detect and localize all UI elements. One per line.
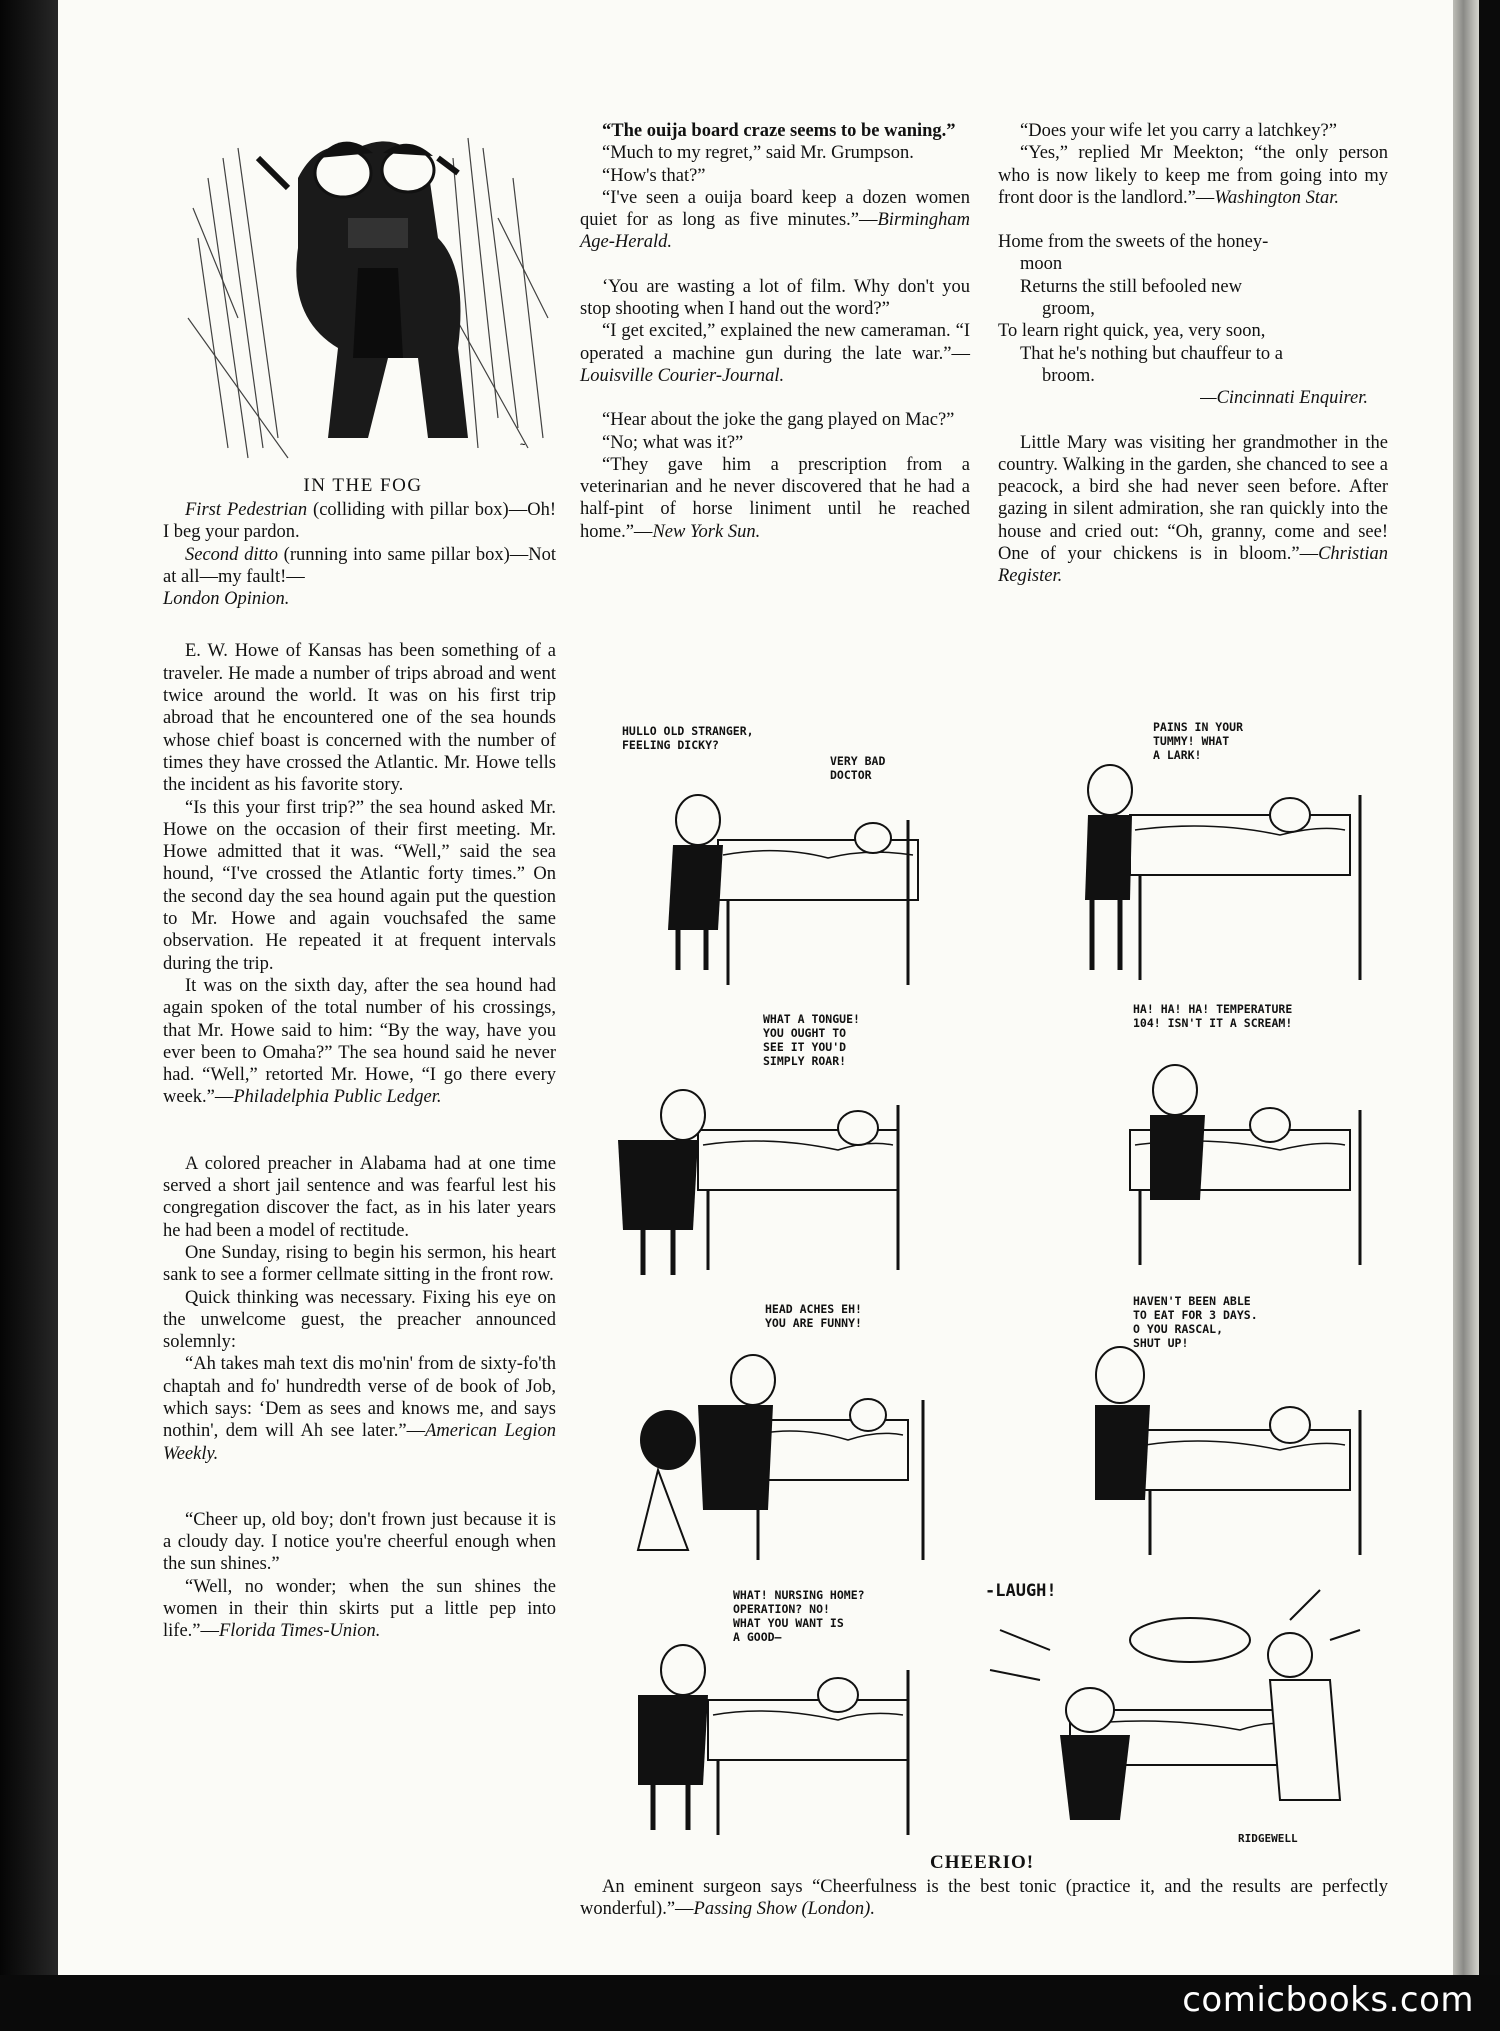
- howe-p1: E. W. Howe of Kansas has been something of a traveler. He made a number of trips abroad and went twice around the world. It was on his first trip abroad that he encountered one of the sea hounds whose chief boast is concerned with the number of times they have crossed the Atlantic. Mr. Howe tells the incident as his favorite story.: [163, 641, 556, 796]
- poem-line: To learn right quick, yea, very soon,: [998, 321, 1266, 342]
- ouija-p1: “The ouija board craze seems to be waning.”: [602, 121, 956, 141]
- fog-text-1: (colliding with pillar box)—Oh! I beg your pardon.: [163, 500, 556, 543]
- column-1: [163, 499, 556, 1643]
- preacher-p3: Quick thinking was necessary. Fixing his eye on the unwelcome guest, the preacher announced solemnly:: [163, 1287, 556, 1353]
- cheer-p1: “Cheer up, old boy; don't frown just because it is a cloudy day. I notice you're cheerful enough when the sun shines.”: [163, 1509, 556, 1575]
- ouija-source: Birmingham Age-Herald.: [580, 210, 970, 253]
- column-3: [998, 120, 1388, 588]
- mac-p3: [580, 454, 970, 543]
- comic-caption: [580, 1876, 1388, 1921]
- preacher-p2: One Sunday, rising to begin his sermon, his heart sank to see a former cellmate sitting in the front row.: [163, 1242, 556, 1286]
- mary-p1: [998, 432, 1388, 588]
- fog-text-2: (running into same pillar box)—Not at all—my fault!—: [163, 544, 556, 587]
- film-p2-text: “I get excited,” explained the new cameraman. “I operated a machine gun during the late war.”—: [580, 321, 970, 364]
- preacher-p4-text: “Ah takes mah text dis mo'nin' from de sixty-fo'th chaptah and fo' hundredth verse of de book of Job, which says: ‘Dem as sees and knows me, and says nothin', dem will Ah see later.”—: [163, 1354, 556, 1442]
- howe-p3-text: It was on the sixth day, after the sea hound had again spoken of the total number of his crossings, that Mr. Howe said to him: “By the way, have you ever been to Omaha?” The sea hound said he never had. “Well,” retorted Mr. Howe, “I go there every week.”—: [163, 975, 556, 1108]
- speech-bubble: HULLO OLD STRANGER, FEELING DICKY?: [622, 724, 754, 752]
- column-2: [580, 120, 970, 543]
- preacher-p4: [163, 1353, 556, 1464]
- speech-bubble: PAINS IN YOUR TUMMY! WHAT A LARK!: [1153, 720, 1244, 762]
- latchkey-p2-text: “Yes,” replied Mr Meekton; “the only person who is now likely to keep me from going into my front door is the landlord.”—: [998, 143, 1388, 208]
- fog-title: IN THE FOG: [303, 475, 423, 496]
- latchkey-p1: “Does your wife let you carry a latchkey?”: [1020, 121, 1337, 141]
- preacher-p1: A colored preacher in Alabama had at one time served a short jail sentence and was fearful lest his congregation discover the fact, as in his later years he had been a model of rectitude.: [163, 1153, 556, 1241]
- right-binding: [1479, 0, 1500, 2031]
- comic-panel-5: [598, 1300, 928, 1580]
- fog-source: London Opinion.: [163, 589, 290, 610]
- cheer-p2: [163, 1576, 556, 1643]
- poem-line: That he's nothing but chauffeur to a: [1020, 343, 1283, 364]
- fog-illustration: [168, 118, 558, 468]
- poem-line: broom.: [1042, 365, 1095, 386]
- ouija-p3: “How's that?”: [602, 165, 706, 186]
- film-p2: [580, 320, 970, 387]
- ouija-p4: [580, 187, 970, 254]
- mary-p1-text: Little Mary was visiting her grandmother in the country. Walking in the garden, she chanced to see a peacock, a bird she had never seen before. After gazing in silent admiration, she ran quickly into the house and cried out: “Oh, granny, come and see! One of your chickens is in bloom.”—: [998, 432, 1388, 565]
- page-edge: [1453, 0, 1479, 1975]
- speech-bubble: HA! HA! HA! TEMPERATURE 104! ISN'T IT A SCREAM!: [1133, 1002, 1293, 1030]
- comic-title: CHEERIO!: [930, 1852, 1035, 1873]
- comic-panel-4: [1060, 1010, 1390, 1290]
- poem-line: moon: [1020, 254, 1063, 275]
- poem-line: Returns the still befooled new: [1020, 276, 1242, 297]
- latchkey-source: Washington Star.: [1214, 187, 1340, 208]
- comic-panel-8: [960, 1570, 1390, 1850]
- fog-speaker-2: Second ditto: [185, 544, 278, 565]
- speech-bubble: -LAUGH!: [985, 1581, 1057, 1601]
- howe-p2: “Is this your first trip?” the sea hound asked Mr. Howe on the occasion of their first meeting. Mr. Howe admitted that it was. “Well,” said the sea hound, “I've crossed the Atlantic forty times.” On the second day the sea hound again put the question to Mr. Howe and again vouchsafed the same observation. He repeated it at frequent intervals during the trip.: [163, 797, 556, 974]
- speech-bubble: HEAD ACHES EH! YOU ARE FUNNY!: [765, 1302, 862, 1330]
- comic-panel-2: [1060, 720, 1390, 1000]
- film-p1: ‘You are wasting a lot of film. Why don't you stop shooting when I hand out the word?”: [580, 276, 970, 320]
- left-binding: [0, 0, 62, 2031]
- poem-source: —Cincinnati Enquirer.: [1200, 388, 1368, 409]
- poem-line: Home from the sweets of the honey-: [998, 232, 1269, 253]
- speech-bubble: WHAT! NURSING HOME? OPERATION? NO! WHAT YOU WANT IS A GOOD—: [733, 1588, 865, 1644]
- watermark: comicbooks.com: [1182, 1980, 1474, 2020]
- comic-caption-source: Passing Show (London).: [693, 1899, 875, 1920]
- speech-bubble: HAVEN'T BEEN ABLE TO EAT FOR 3 DAYS. O YOU RASCAL, SHUT UP!: [1133, 1294, 1258, 1350]
- mac-p3-text: “They gave him a prescription from a veterinarian and he never discovered that he had a half-pint of horse liniment until he reached home.”—: [580, 454, 970, 542]
- fog-speaker-1: First Pedestrian: [185, 500, 308, 520]
- mac-source: New York Sun.: [652, 521, 761, 542]
- film-source: Louisville Courier-Journal.: [580, 365, 785, 386]
- fog-artist-signature: ~: [520, 440, 526, 450]
- speech-bubble: VERY BAD DOCTOR: [830, 754, 886, 782]
- artist-signature: RIDGEWELL: [1238, 1832, 1298, 1845]
- cheer-source: Florida Times-Union.: [219, 1621, 381, 1642]
- fog-line-1: [163, 499, 556, 544]
- preacher-source: American Legion Weekly.: [163, 1421, 557, 1464]
- ouija-p4-text: “I've seen a ouija board keep a dozen women quiet for as long as five minutes.”—: [580, 187, 970, 231]
- howe-p3: [163, 975, 556, 1109]
- mac-p1: “Hear about the joke the gang played on Mac?”: [602, 410, 955, 431]
- honeymoon-poem: [998, 231, 1388, 409]
- mary-source: Christian Register.: [998, 544, 1388, 587]
- howe-source: Philadelphia Public Ledger.: [233, 1087, 442, 1108]
- cheer-p2-text: “Well, no wonder; when the sun shines the women in their thin skirts put a little pep into life.”—: [163, 1576, 556, 1642]
- poem-line: groom,: [1042, 299, 1095, 320]
- latchkey-p2: [998, 142, 1388, 209]
- ouija-p2: “Much to my regret,” said Mr. Grumpson.: [602, 143, 914, 164]
- comic-caption-text: An eminent surgeon says “Cheerfulness is the best tonic (practice it, and the results are perfectly wonderful).”—: [580, 1877, 1388, 1920]
- fog-line-2: [163, 544, 556, 589]
- speech-bubble: WHAT A TONGUE! YOU OUGHT TO SEE IT YOU'D SIMPLY ROAR!: [763, 1012, 860, 1068]
- mac-p2: “No; what was it?”: [602, 432, 744, 453]
